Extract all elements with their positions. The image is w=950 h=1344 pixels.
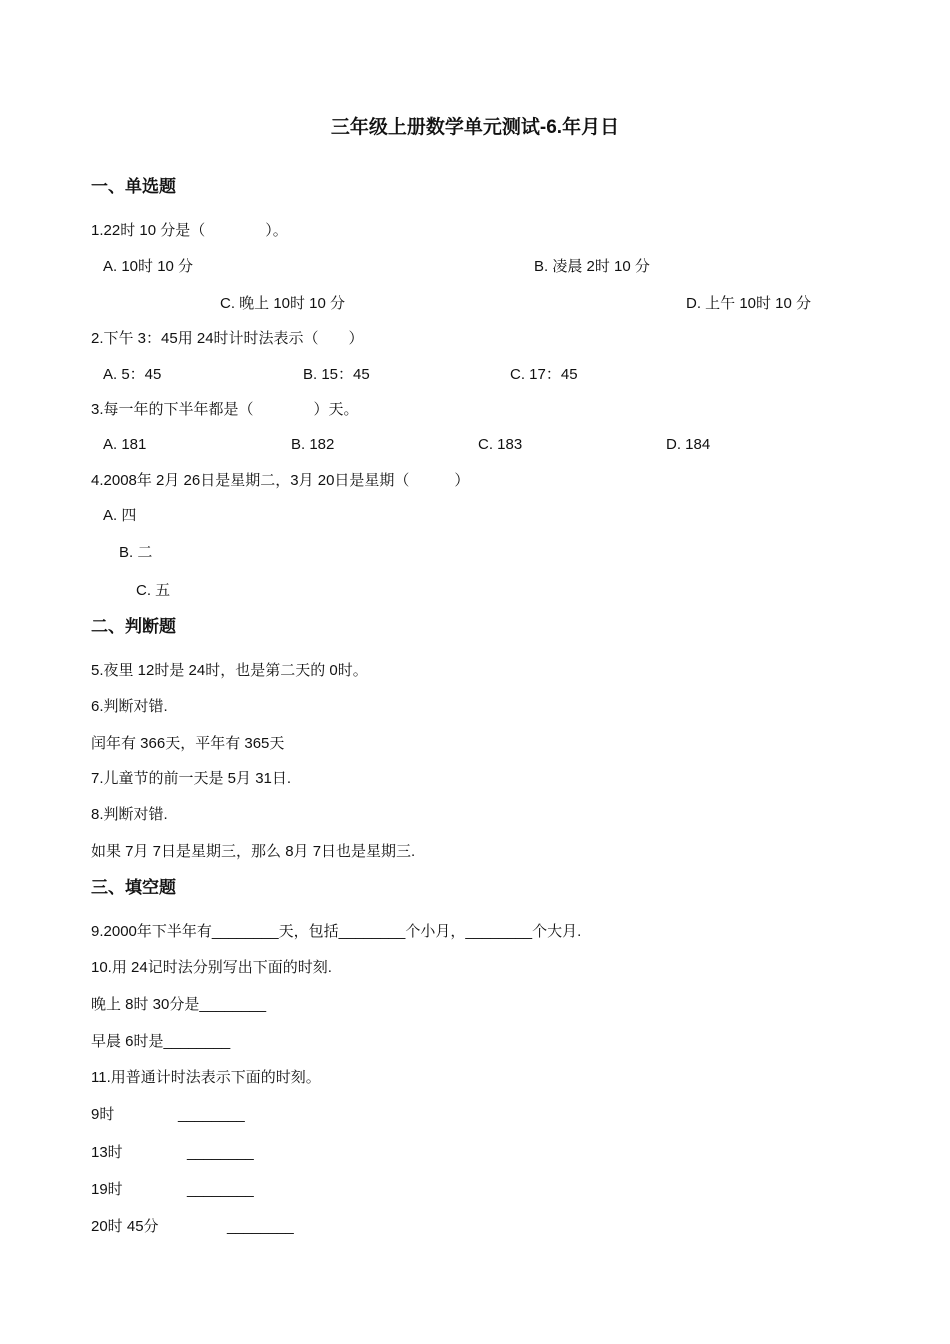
section-heading-true-false: 二、判断题 bbox=[91, 617, 176, 636]
question-11-item-blank: ________ bbox=[178, 1106, 245, 1123]
question-3-option-a: A. 181 bbox=[103, 436, 147, 453]
question-10-stem: 10.用 24记时法分别写出下面的时刻. bbox=[91, 959, 332, 976]
question-4-option-c: C. 五 bbox=[136, 582, 171, 599]
question-8-stem: 8.判断对错. bbox=[91, 806, 168, 823]
question-4-option-b: B. 二 bbox=[119, 544, 153, 561]
question-5-stem: 5.夜里 12时是 24时，也是第二天的 0时。 bbox=[91, 662, 368, 679]
question-6-body: 闰年有 366天，平年有 365天 bbox=[91, 735, 285, 752]
question-1-option-b: B. 凌晨 2时 10 分 bbox=[534, 258, 650, 275]
question-9-stem: 9.2000年下半年有________天，包括________个小月，________个大月. bbox=[91, 923, 582, 940]
question-3-option-b: B. 182 bbox=[291, 436, 335, 453]
question-11-item-blank: ________ bbox=[187, 1144, 254, 1161]
question-1-option-d: D. 上午 10时 10 分 bbox=[686, 295, 812, 312]
question-1-option-c: C. 晚上 10时 10 分 bbox=[220, 295, 346, 312]
question-2-option-c: C. 17：45 bbox=[510, 366, 578, 383]
section-heading-single-choice: 一、单选题 bbox=[91, 177, 176, 196]
question-11-stem: 11.用普通计时法表示下面的时刻。 bbox=[91, 1069, 321, 1086]
question-6-stem: 6.判断对错. bbox=[91, 698, 168, 715]
question-1-stem: 1.22时 10 分是（ ）。 bbox=[91, 222, 288, 239]
question-11-item-blank: ________ bbox=[187, 1181, 254, 1198]
document-title: 三年级上册数学单元测试-6.年月日 bbox=[330, 117, 620, 138]
question-11-item-label: 19时 bbox=[91, 1181, 123, 1198]
question-11-item-label: 9时 bbox=[91, 1106, 115, 1123]
section-heading-fill-in: 三、填空题 bbox=[91, 878, 176, 897]
question-3-stem: 3.每一年的下半年都是（ ）天。 bbox=[91, 401, 359, 418]
question-2-option-a: A. 5：45 bbox=[103, 366, 162, 383]
question-7-stem: 7.儿童节的前一天是 5月 31日. bbox=[91, 770, 292, 787]
question-3-option-c: C. 183 bbox=[478, 436, 523, 453]
question-11-item-label: 13时 bbox=[91, 1144, 123, 1161]
question-11-item-label: 20时 45分 bbox=[91, 1218, 159, 1235]
question-8-body: 如果 7月 7日是星期三，那么 8月 7日也是星期三. bbox=[91, 843, 416, 860]
question-4-option-a: A. 四 bbox=[103, 507, 137, 524]
question-11-item-blank: ________ bbox=[227, 1218, 294, 1235]
question-10-line-2: 早晨 6时是________ bbox=[91, 1033, 231, 1050]
question-2-stem: 2.下午 3：45用 24时计时法表示（ ） bbox=[91, 330, 364, 347]
question-10-line-1: 晚上 8时 30分是________ bbox=[91, 996, 267, 1013]
question-3-option-d: D. 184 bbox=[666, 436, 711, 453]
question-4-stem: 4.2008年 2月 26日是星期二，3月 20日是星期（ ） bbox=[91, 472, 470, 489]
question-1-option-a: A. 10时 10 分 bbox=[103, 258, 194, 275]
question-2-option-b: B. 15：45 bbox=[303, 366, 370, 383]
